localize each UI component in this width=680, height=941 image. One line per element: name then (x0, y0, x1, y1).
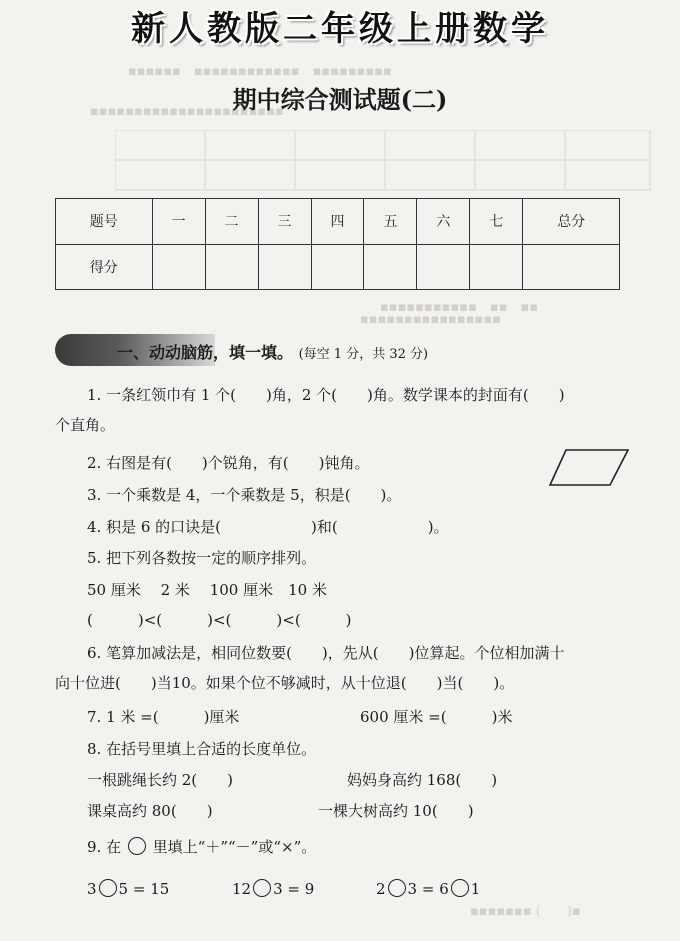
question-5-items: 50 厘米 2 米 100 厘米 10 米 (87, 581, 327, 599)
score-input-cell[interactable] (311, 244, 364, 290)
table-cell: 一 (152, 199, 205, 245)
parallelogram-figure (548, 447, 630, 489)
section-header (55, 334, 620, 366)
question-6 (55, 638, 625, 698)
question-8-b: 妈妈身高约 168( ) (347, 771, 498, 789)
table-cell: 六 (417, 199, 470, 245)
table-row (56, 199, 620, 245)
question-9-expr-2: 12 3 = 9 (232, 880, 315, 898)
bleed-text: ▪▪▪▪▪▪▪▪▪▪▪▪▪▪▪▪ (360, 312, 501, 327)
question-2: 2. 右图是有( )个锐角，有( )钝角。 (87, 454, 370, 472)
bleed-table (115, 130, 655, 194)
score-input-cell[interactable] (523, 244, 620, 290)
question-text: 个直角。 (55, 416, 116, 434)
score-input-cell[interactable] (470, 244, 523, 290)
score-input-cell[interactable] (364, 244, 417, 290)
bleed-text: ▪▪▪▪▪▪▪▪▪▪▪▪▪▪▪▪▪▪▪▪▪▪ (90, 104, 284, 119)
question-7-left: 7. 1 米 =( )厘米 (87, 708, 240, 726)
table-row (56, 244, 620, 290)
table-cell: 二 (205, 199, 258, 245)
score-table (55, 198, 620, 290)
question-5-order: ( )<( )<( )<( ) (87, 611, 352, 629)
question-1 (55, 380, 625, 440)
score-input-cell[interactable] (417, 244, 470, 290)
circle-blank-icon (128, 837, 146, 855)
score-input-cell[interactable] (205, 244, 258, 290)
table-cell: 题号 (56, 199, 153, 245)
question-text: 6. 笔算加减法是，相同位数要( )，先从( )位算起。个位相加满十 (87, 644, 565, 662)
question-7-right: 600 厘米 =( )米 (360, 708, 513, 726)
operator-blank[interactable] (388, 879, 406, 897)
table-cell: 四 (311, 199, 364, 245)
operator-blank[interactable] (253, 879, 271, 897)
question-8-c: 课桌高约 80( ) (87, 802, 213, 820)
score-input-cell[interactable] (258, 244, 311, 290)
question-8-a: 一根跳绳长约 2( ) (87, 771, 234, 789)
question-9-expr-3: 2 3 = 6 1 (376, 880, 481, 898)
operator-blank[interactable] (451, 879, 469, 897)
page-title: 期中综合测试题(二) (232, 85, 448, 114)
question-4: 4. 积是 6 的口诀是( )和( )。 (87, 518, 449, 536)
question-text: 1. 一条红领巾有 1 个( )角，2 个( )角。数学课本的封面有( ) (87, 386, 565, 404)
question-9: 9. 在 里填上“＋”“－”或“×”。 (87, 838, 317, 856)
section-points: (每空 1 分，共 32 分) (298, 347, 429, 362)
section-title: 一、动动脑筋，填一填。 (117, 343, 294, 362)
table-cell: 七 (470, 199, 523, 245)
question-5: 5. 把下列各数按一定的顺序排列。 (87, 549, 317, 567)
operator-blank[interactable] (99, 879, 117, 897)
question-9-expr-1: 3 5 = 15 (87, 880, 170, 898)
score-input-cell[interactable] (152, 244, 205, 290)
question-3: 3. 一个乘数是 4，一个乘数是 5，积是( )。 (87, 486, 402, 504)
table-cell: 得分 (56, 244, 153, 290)
banner-title: 新人教版二年级上册数学 (131, 9, 549, 49)
bleed-text: ▪▪▪▪▪▪▪ ( )▪ (470, 904, 581, 919)
bleed-text: ▪▪▪▪▪▪▪▪▪▪▪ ▪▪ ▪▪ (380, 300, 539, 315)
question-text: 向十位进( )当10。如果个位不够减时，从十位退( )当( )。 (55, 674, 515, 692)
question-8: 8. 在括号里填上合适的长度单位。 (87, 740, 317, 758)
table-cell: 五 (364, 199, 417, 245)
bleed-text: ▪▪▪▪▪▪ ▪▪▪▪▪▪▪▪▪▪▪▪ ▪▪▪▪▪▪▪▪▪ (128, 64, 392, 79)
table-cell: 三 (258, 199, 311, 245)
question-8-d: 一棵大树高约 10( ) (318, 802, 474, 820)
table-cell: 总分 (523, 199, 620, 245)
